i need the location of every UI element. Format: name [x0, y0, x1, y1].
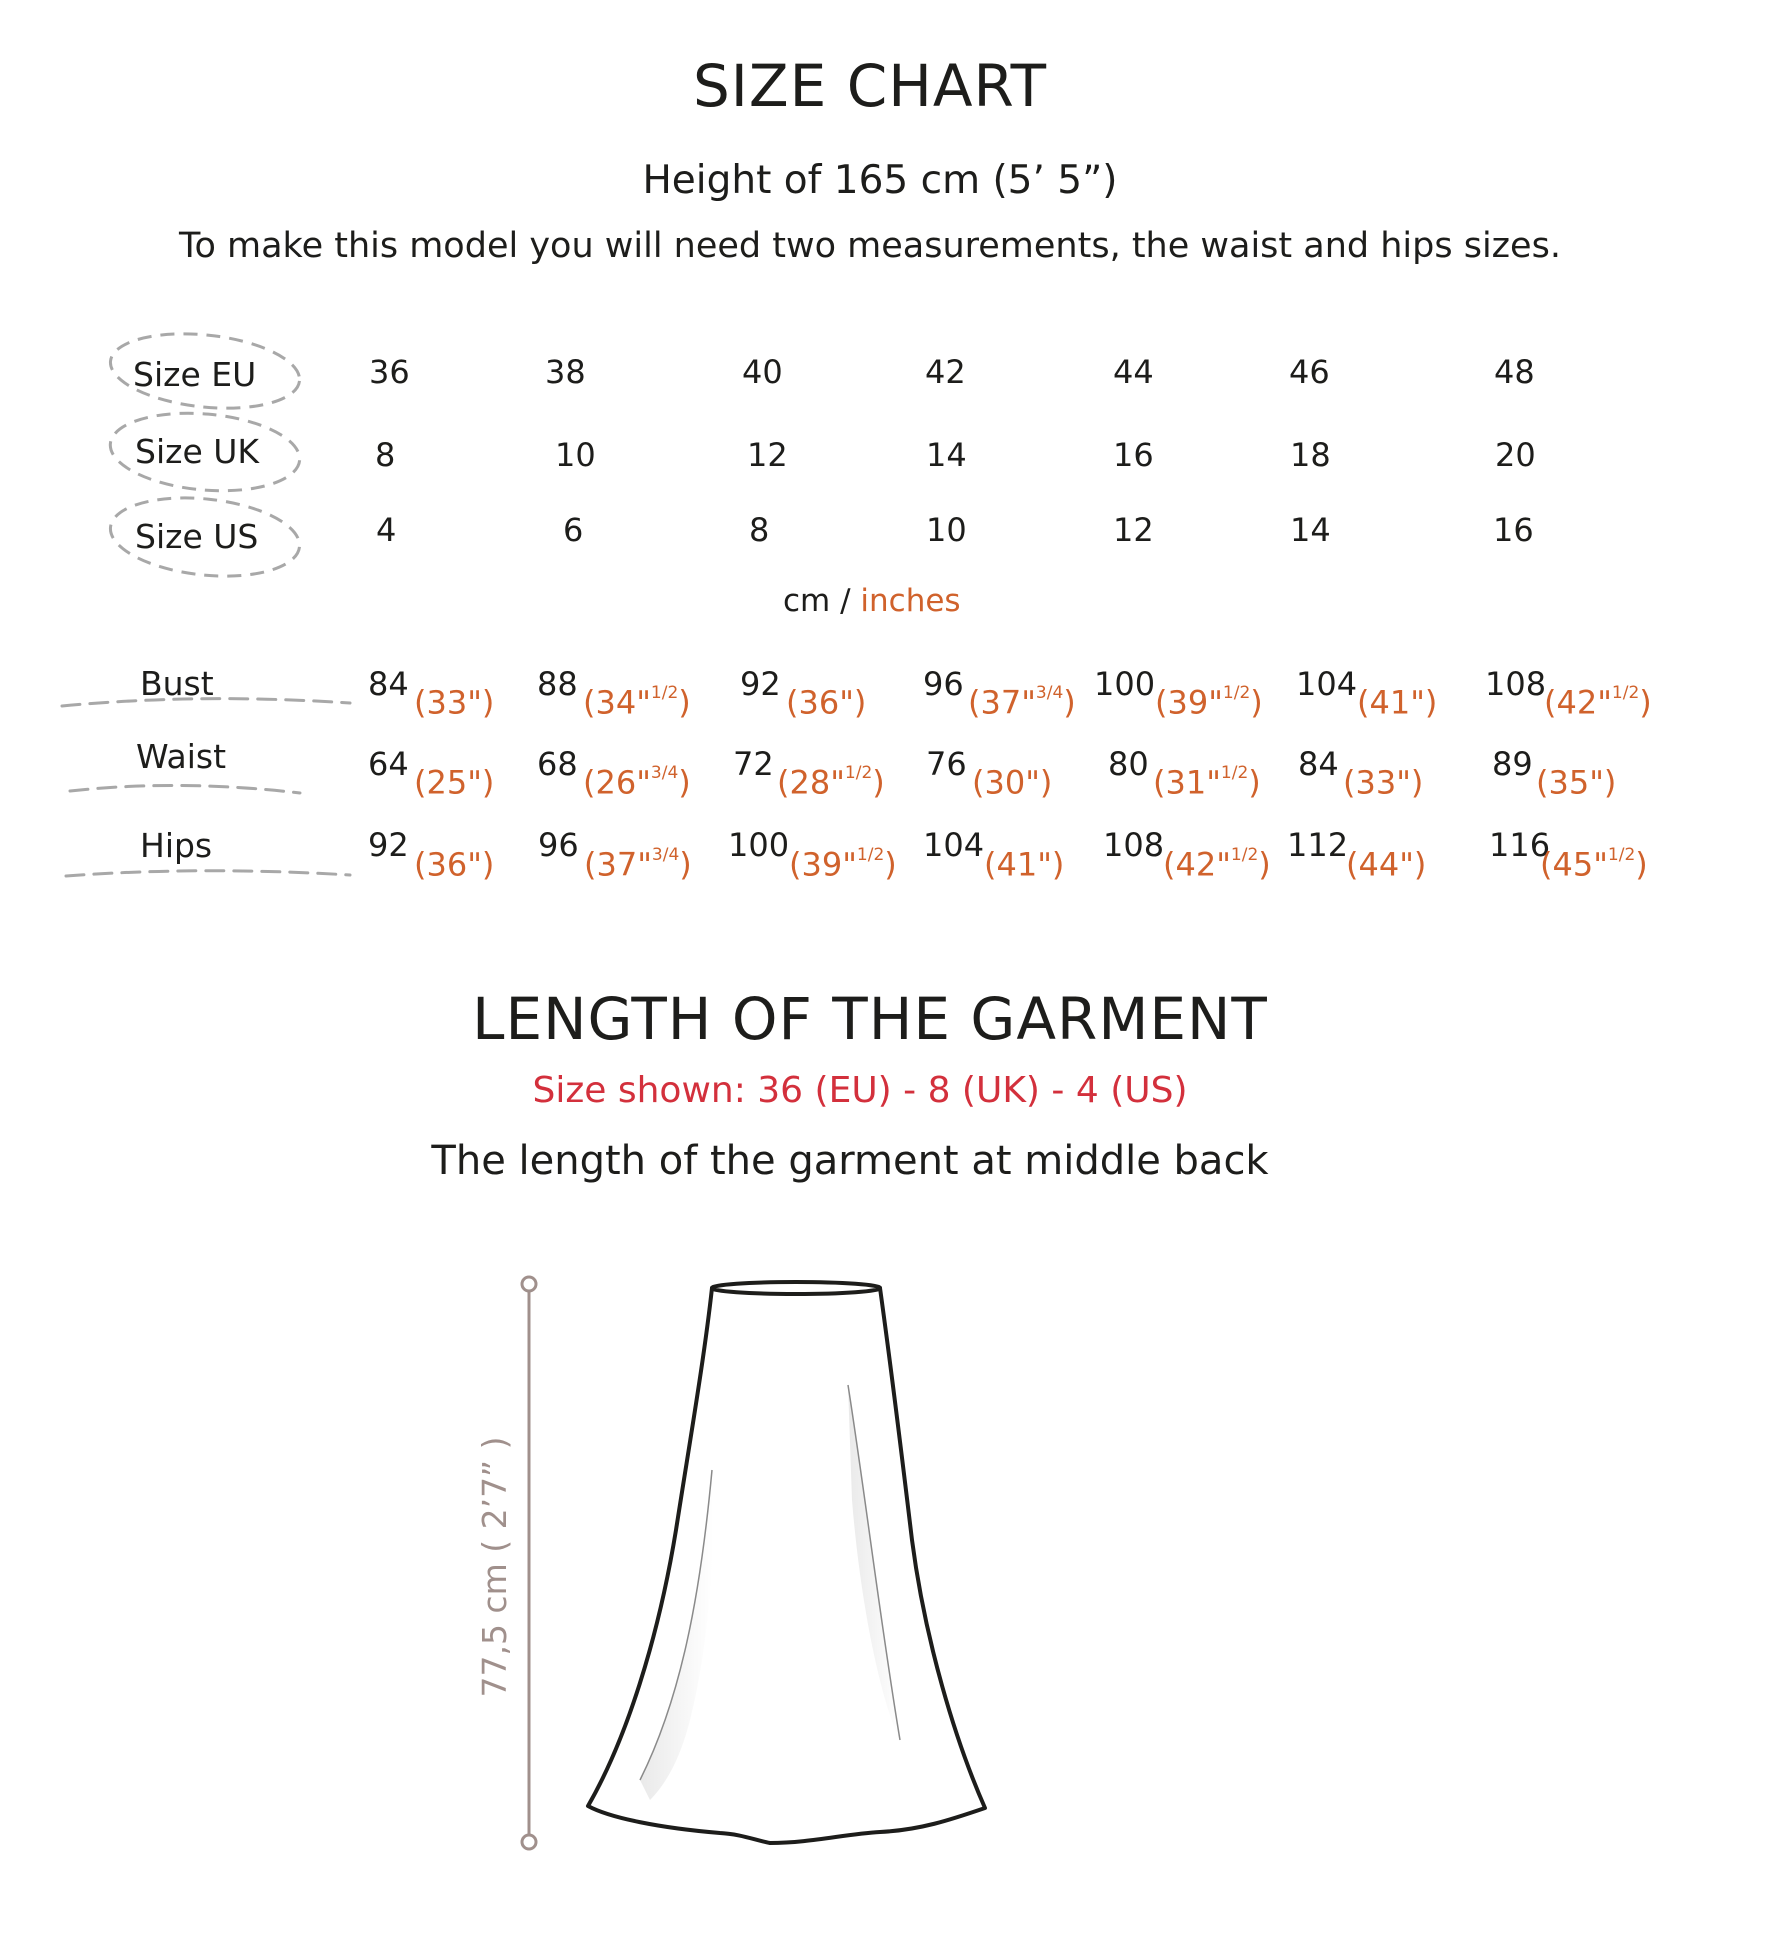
inch-main: (44")	[1346, 845, 1427, 884]
inch-close: )	[678, 683, 691, 722]
size-us-value: 12	[1113, 511, 1154, 549]
bust-cm: 104	[1296, 665, 1358, 703]
bust-label: Bust	[140, 664, 214, 703]
inch-close: )	[1635, 845, 1648, 884]
inch-main: (33")	[1343, 763, 1424, 802]
unit-cm: cm /	[783, 583, 851, 619]
size-uk-value: 8	[375, 436, 396, 474]
garment-title: LENGTH OF THE GARMENT	[472, 985, 1268, 1053]
waist-cm: 64	[368, 745, 409, 783]
bust-cm: 84	[368, 665, 409, 703]
waist-label: Waist	[136, 737, 227, 776]
hips-cm: 100	[728, 826, 790, 864]
hips-cm: 108	[1103, 826, 1165, 864]
size-eu-value: 46	[1289, 353, 1330, 391]
garment-description: The length of the garment at middle back	[431, 1138, 1269, 1184]
waist-inches	[1153, 763, 1261, 801]
size-uk-value: 20	[1495, 436, 1536, 474]
inch-main: (26"	[583, 763, 651, 802]
waist-inches	[1343, 763, 1423, 801]
size-us-value: 4	[376, 511, 397, 549]
inch-main: (25")	[414, 763, 495, 802]
inch-fraction: 1/2	[650, 683, 679, 703]
inch-main: (30")	[972, 763, 1053, 802]
inch-main: (41")	[984, 845, 1065, 884]
inch-fraction: 1/2	[1222, 683, 1251, 703]
inch-main: (34"	[583, 683, 651, 722]
inch-close: )	[884, 845, 897, 884]
size-us-value: 6	[563, 511, 584, 549]
inch-main: (28"	[777, 763, 845, 802]
inch-close: )	[679, 845, 692, 884]
waist-cm: 68	[537, 745, 578, 783]
bust-cm: 96	[923, 665, 964, 703]
inch-close: )	[1248, 763, 1261, 802]
hips-inches	[1163, 845, 1271, 883]
inch-close: )	[872, 763, 885, 802]
bust-cm: 88	[537, 665, 578, 703]
size-shown: Size shown: 36 (EU) - 8 (UK) - 4 (US)	[532, 1070, 1188, 1111]
size-eu-value: 48	[1494, 353, 1535, 391]
size-us-value: 16	[1493, 511, 1534, 549]
hips-cm: 96	[538, 826, 579, 864]
bust-inches	[1155, 683, 1263, 721]
size-eu-label: Size EU	[133, 355, 257, 394]
height-note: Height of 165 cm (5’ 5”)	[642, 158, 1118, 203]
size-uk-value: 12	[747, 436, 788, 474]
waist-cm: 89	[1492, 745, 1533, 783]
inch-main: (31"	[1153, 763, 1221, 802]
size-us-label: Size US	[135, 517, 259, 556]
hips-cm: 104	[923, 826, 985, 864]
inch-close: )	[1258, 845, 1271, 884]
inch-fraction: 1/2	[1607, 845, 1636, 865]
inch-close: )	[1250, 683, 1263, 722]
bust-cm: 92	[740, 665, 781, 703]
inch-main: (42"	[1163, 845, 1231, 884]
waist-cm: 80	[1108, 745, 1149, 783]
inch-fraction: 3/4	[1035, 683, 1064, 703]
waist-inches	[1536, 763, 1616, 801]
size-eu-value: 36	[369, 353, 410, 391]
hips-cm: 92	[368, 826, 409, 864]
bust-inches	[1357, 683, 1437, 721]
inch-main: (41")	[1357, 683, 1438, 722]
hips-inches	[1346, 845, 1426, 883]
waist-cm: 84	[1298, 745, 1339, 783]
size-uk-value: 10	[555, 436, 596, 474]
inch-main: (45"	[1540, 845, 1608, 884]
size-eu-value: 44	[1113, 353, 1154, 391]
size-us-value: 10	[926, 511, 967, 549]
inch-main: (39"	[1155, 683, 1223, 722]
inch-fraction: 3/4	[650, 763, 679, 783]
inch-close: )	[678, 763, 691, 802]
size-eu-value: 40	[742, 353, 783, 391]
size-us-value: 14	[1290, 511, 1331, 549]
size-us-value: 8	[749, 511, 770, 549]
size-uk-value: 14	[926, 436, 967, 474]
size-uk-label: Size UK	[135, 432, 260, 471]
inch-main: (37"	[968, 683, 1036, 722]
bust-cm: 100	[1094, 665, 1156, 703]
inch-fraction: 1/2	[1220, 763, 1249, 783]
size-uk-value: 18	[1290, 436, 1331, 474]
inch-main: (33")	[414, 683, 495, 722]
bust-inches	[1544, 683, 1652, 721]
inch-main: (42"	[1544, 683, 1612, 722]
instruction-text: To make this model you will need two measurements, the waist and hips sizes.	[179, 226, 1561, 266]
size-eu-value: 38	[545, 353, 586, 391]
hips-label: Hips	[140, 826, 213, 865]
waist-cm: 76	[926, 745, 967, 783]
inch-fraction: 1/2	[1611, 683, 1640, 703]
hips-inches	[1540, 845, 1648, 883]
hips-cm: 112	[1287, 826, 1349, 864]
inch-close: )	[1063, 683, 1076, 722]
bust-cm: 108	[1485, 665, 1547, 703]
page-title: SIZE CHART	[692, 52, 1048, 120]
inch-fraction: 1/2	[844, 763, 873, 783]
unit-inches: inches	[860, 583, 961, 619]
inch-main: (37"	[584, 845, 652, 884]
inch-fraction: 1/2	[856, 845, 885, 865]
inch-main: (39"	[789, 845, 857, 884]
hips-cm: 116	[1489, 826, 1551, 864]
inch-main: (35")	[1536, 763, 1617, 802]
inch-fraction: 3/4	[651, 845, 680, 865]
size-uk-value: 16	[1113, 436, 1154, 474]
inch-fraction: 1/2	[1230, 845, 1259, 865]
inch-main: (36")	[786, 683, 867, 722]
waist-cm: 72	[733, 745, 774, 783]
size-eu-value: 42	[925, 353, 966, 391]
inch-close: )	[1639, 683, 1652, 722]
inch-main: (36")	[414, 845, 495, 884]
